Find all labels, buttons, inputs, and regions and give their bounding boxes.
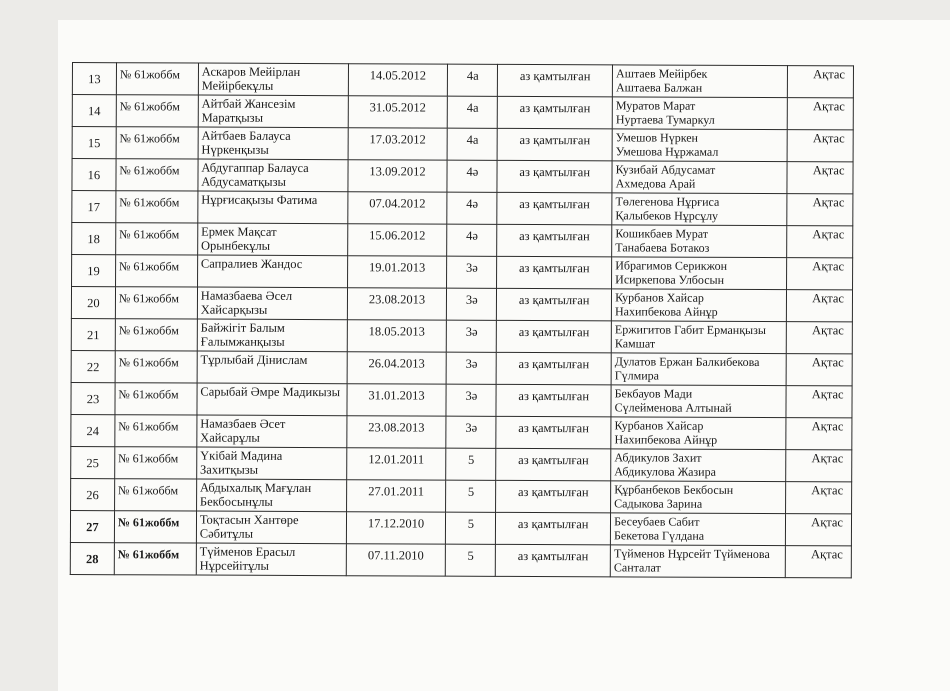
location-cell: Ақтас: [787, 226, 853, 258]
parent-line: Курбанов Хайсар: [615, 290, 704, 305]
location-cell: Ақтас: [785, 546, 851, 578]
location-cell: Ақтас: [787, 98, 853, 130]
parent-line: Түйменов Нұрсейт Түйменова: [613, 546, 770, 562]
parents-cell: [611, 289, 786, 322]
table-row: [72, 127, 853, 162]
parent-line: Бекбауов Мади: [614, 386, 693, 401]
birth-date-cell: 19.01.2013: [347, 256, 447, 288]
student-name-cell: Намазбаева Әсел Хайсарқызы: [197, 287, 347, 320]
table-row: [72, 255, 853, 290]
table-row: [71, 446, 852, 481]
table-body: [70, 63, 853, 578]
parent-line: Ержигитов Габит Ерманқызы: [614, 322, 766, 338]
school-cell: № 61жоббм: [116, 223, 198, 255]
class-cell: 4а: [447, 128, 497, 160]
parent-line: Нуртаева Тумаркул: [615, 112, 715, 127]
row-number: 22: [71, 350, 115, 382]
parent-line: Аштаева Балжан: [615, 80, 703, 95]
parent-line: Абдикулов Захит: [614, 450, 702, 465]
class-cell: 3ә: [447, 352, 497, 384]
parent-line: Құрбанбеков Бекбосын: [614, 482, 734, 497]
birth-date-cell: 07.11.2010: [346, 544, 446, 576]
parents-cell: [612, 129, 787, 162]
location-cell: Ақтас: [787, 258, 853, 290]
row-number: 14: [72, 95, 116, 127]
parent-line: Умешова Нұржамал: [615, 144, 719, 159]
school-cell: № 61жоббм: [114, 543, 196, 575]
school-cell: № 61жоббм: [115, 351, 197, 383]
class-cell: 5: [446, 448, 496, 480]
table-row: [72, 223, 853, 258]
status-cell: аз қамтылған: [497, 160, 612, 193]
school-cell: № 61жоббм: [116, 127, 198, 159]
class-cell: 5: [446, 480, 496, 512]
parents-cell: [611, 385, 786, 418]
student-name-cell: Айтбай Жансезім Маратқызы: [198, 95, 348, 128]
parent-line: Ахмедова Арай: [615, 176, 696, 191]
parent-line: Гүлмира: [614, 368, 660, 383]
location-cell: Ақтас: [786, 418, 852, 450]
location-cell: Ақтас: [786, 354, 852, 386]
birth-date-cell: 23.08.2013: [347, 288, 447, 320]
parent-line: Бекетова Гүлдана: [614, 528, 705, 543]
status-cell: аз қамтылған: [498, 64, 613, 97]
birth-date-cell: 12.01.2011: [346, 448, 446, 480]
birth-date-cell: 07.04.2012: [347, 192, 447, 224]
location-cell: Ақтас: [786, 450, 852, 482]
location-cell: Ақтас: [787, 194, 853, 226]
parents-cell: [611, 449, 786, 482]
status-cell: аз қамтылған: [497, 288, 612, 321]
school-cell: № 61жоббм: [115, 383, 197, 415]
table-row: [71, 287, 852, 322]
class-cell: 4а: [448, 96, 498, 128]
parent-line: Камшат: [614, 336, 656, 351]
birth-date-cell: 27.01.2011: [346, 480, 446, 512]
student-name-cell: Сарыбай Әмре Мадикызы: [197, 383, 347, 416]
table-row: [71, 350, 852, 385]
table-row: [71, 414, 852, 449]
parent-line: Төлегенова Нұрғиса: [615, 194, 720, 209]
parents-cell: [611, 321, 786, 354]
row-number: 16: [72, 159, 116, 191]
location-cell: Ақтас: [786, 482, 852, 514]
student-name-cell: Намазбаев Әсет Хайсарұлы: [197, 415, 347, 448]
class-cell: 4ә: [447, 224, 497, 256]
table-row: [72, 63, 853, 98]
row-number: 27: [70, 510, 114, 542]
student-name-cell: Аскаров Мейірлан Мейірбекұлы: [198, 63, 348, 96]
school-cell: № 61жоббм: [115, 319, 197, 351]
students-table: [70, 62, 854, 578]
parents-cell: [612, 65, 787, 98]
parent-line: Кошикбаев Мурат: [615, 226, 709, 241]
parent-line: Дулатов Ержан Балкибекова: [614, 354, 760, 370]
class-cell: 5: [446, 512, 496, 544]
parent-line: Ибрагимов Серикжон: [615, 258, 728, 273]
status-cell: аз қамтылған: [497, 320, 612, 353]
parents-cell: [610, 545, 785, 578]
student-name-cell: Абдугаппар Балауса Абдусаматқызы: [198, 159, 348, 192]
parent-line: Аштаев Мейірбек: [616, 66, 708, 81]
birth-date-cell: 26.04.2013: [347, 352, 447, 384]
student-name-cell: Тоқтасын Хантөре Сәбитұлы: [196, 511, 346, 544]
parent-line: Танабаева Ботакоз: [615, 240, 710, 255]
parents-cell: [612, 161, 787, 194]
row-number: 20: [71, 287, 115, 319]
school-cell: № 61жоббм: [115, 415, 197, 447]
parent-line: Абдикулова Жазира: [614, 464, 716, 479]
student-name-cell: Үкібай Мадина Захитқызы: [197, 447, 347, 480]
table-row: [72, 95, 853, 130]
row-number: 25: [71, 446, 115, 478]
row-number: 17: [72, 191, 116, 223]
location-cell: Ақтас: [787, 130, 853, 162]
school-cell: № 61жоббм: [114, 511, 196, 543]
table-row: [71, 382, 852, 417]
student-name-cell: Нұрғисақызы Фатима: [198, 191, 348, 224]
parent-line: Кузибай Абдусамат: [615, 162, 716, 177]
table-row: [72, 191, 853, 226]
parent-line: Сүлейменова Алтынай: [614, 400, 732, 415]
class-cell: 3ә: [446, 384, 496, 416]
row-number: 26: [71, 478, 115, 510]
school-cell: № 61жоббм: [114, 479, 196, 511]
status-cell: аз қамтылған: [497, 256, 612, 289]
student-name-cell: Түйменов Ерасыл Нұрсейітұлы: [196, 543, 346, 576]
status-cell: аз қамтылған: [497, 224, 612, 257]
parents-cell: [612, 193, 787, 226]
school-cell: № 61жоббм: [115, 447, 197, 479]
class-cell: 3ә: [447, 256, 497, 288]
parents-cell: [611, 513, 786, 546]
birth-date-cell: 15.06.2012: [347, 224, 447, 256]
student-name-cell: Абдыхалық Мағұлан Бекбосынұлы: [196, 479, 346, 512]
location-cell: Ақтас: [786, 322, 852, 354]
parents-cell: [611, 353, 786, 386]
birth-date-cell: 17.12.2010: [346, 512, 446, 544]
class-cell: 3ә: [446, 416, 496, 448]
school-cell: № 61жоббм: [116, 191, 198, 223]
class-cell: 3ә: [447, 288, 497, 320]
row-number: 15: [72, 127, 116, 159]
school-cell: № 61жоббм: [116, 159, 198, 191]
parent-line: Умешов Нүркен: [615, 130, 699, 145]
school-cell: № 61жоббм: [115, 287, 197, 319]
row-number: 21: [71, 318, 115, 350]
parent-line: Исиркепова Улбосын: [615, 272, 725, 287]
parents-cell: [612, 225, 787, 258]
row-number: 23: [71, 382, 115, 414]
student-name-cell: Байжігіт Балым Ғалымжанқызы: [197, 319, 347, 352]
student-name-cell: Сапралиев Жандос: [197, 255, 347, 288]
parent-line: Бесеубаев Сабит: [614, 514, 700, 529]
status-cell: аз қамтылған: [496, 544, 611, 577]
birth-date-cell: 23.08.2013: [346, 416, 446, 448]
class-cell: 4ә: [447, 192, 497, 224]
birth-date-cell: 13.09.2012: [348, 160, 448, 192]
location-cell: Ақтас: [786, 290, 852, 322]
parent-line: Муратов Марат: [615, 98, 696, 113]
parents-cell: [611, 481, 786, 514]
status-cell: аз қамтылған: [497, 96, 612, 129]
status-cell: аз қамтылған: [496, 448, 611, 481]
parent-line: Нахипбекова Айнұр: [614, 304, 718, 319]
birth-date-cell: 31.05.2012: [348, 96, 448, 128]
parent-line: Садыкова Зарина: [614, 496, 703, 511]
class-cell: 4ә: [447, 160, 497, 192]
location-cell: Ақтас: [786, 386, 852, 418]
row-number: 19: [72, 255, 116, 287]
school-cell: № 61жоббм: [116, 95, 198, 127]
row-number: 18: [72, 223, 116, 255]
row-number: 28: [70, 542, 114, 574]
student-name-cell: Ермек Мақсат Орынбекұлы: [197, 223, 347, 256]
status-cell: аз қамтылған: [496, 480, 611, 513]
class-cell: 3ә: [447, 320, 497, 352]
table-row: [71, 478, 852, 513]
parents-cell: [612, 97, 787, 130]
location-cell: Ақтас: [785, 514, 851, 546]
table-row: [70, 542, 851, 577]
status-cell: аз қамтылған: [496, 416, 611, 449]
status-cell: аз қамтылған: [496, 512, 611, 545]
parent-line: Курбанов Хайсар: [614, 418, 704, 433]
parents-cell: [611, 417, 786, 450]
table-row: [71, 318, 852, 353]
parent-line: Нахипбекова Айнұр: [614, 432, 718, 447]
birth-date-cell: 17.03.2012: [348, 128, 448, 160]
birth-date-cell: 14.05.2012: [348, 64, 448, 96]
location-cell: Ақтас: [787, 66, 853, 98]
school-cell: № 61жоббм: [116, 63, 198, 95]
status-cell: аз қамтылған: [496, 384, 611, 417]
student-name-cell: Тұрлыбай Дінислам: [197, 351, 347, 384]
status-cell: аз қамтылған: [497, 192, 612, 225]
row-number: 13: [72, 63, 116, 95]
parent-line: Санталат: [613, 560, 661, 575]
class-cell: 5: [446, 544, 496, 576]
table-row: [70, 510, 851, 545]
student-name-cell: Айтбаев Балауса Нүркенқызы: [198, 127, 348, 160]
location-cell: Ақтас: [787, 162, 853, 194]
table-row: [72, 159, 853, 194]
row-number: 24: [71, 414, 115, 446]
birth-date-cell: 18.05.2013: [347, 320, 447, 352]
status-cell: аз қамтылған: [497, 128, 612, 161]
status-cell: аз қамтылған: [496, 352, 611, 385]
class-cell: 4а: [448, 64, 498, 96]
parents-cell: [612, 257, 787, 290]
birth-date-cell: 31.01.2013: [347, 384, 447, 416]
school-cell: № 61жоббм: [115, 255, 197, 287]
parent-line: Қалыбеков Нұрсұлу: [615, 208, 719, 223]
